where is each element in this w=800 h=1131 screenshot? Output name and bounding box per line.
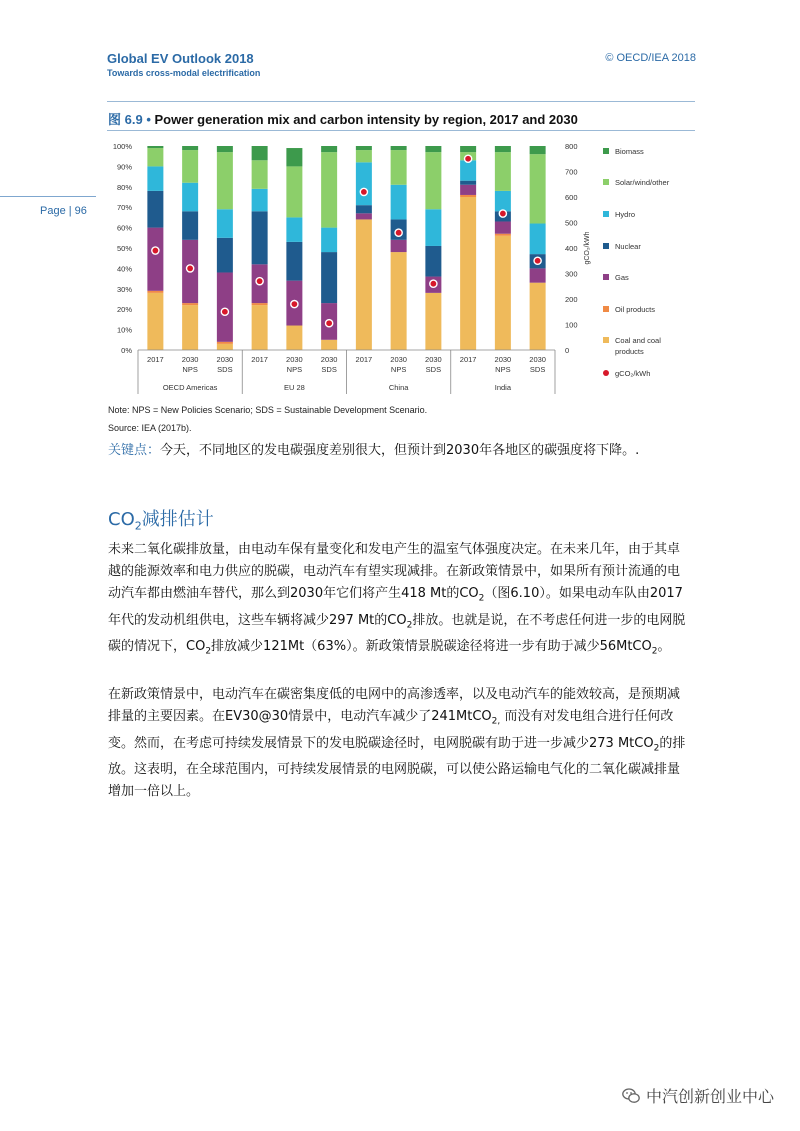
report-subtitle: Towards cross-modal electrification bbox=[107, 68, 261, 78]
bar-segment bbox=[147, 191, 163, 228]
page-margin-rule bbox=[0, 196, 96, 197]
x-tick-label: 2017 bbox=[355, 355, 373, 364]
bar-segment bbox=[530, 283, 546, 350]
x-tick-label: 2030 bbox=[286, 355, 303, 364]
intensity-point bbox=[291, 301, 298, 308]
legend-swatch bbox=[603, 148, 609, 154]
bar-segment bbox=[321, 340, 337, 350]
figure-number: 图 6.9 bbox=[108, 112, 143, 127]
x-tick-label: SDS bbox=[425, 365, 442, 374]
text-run: 在新政策情景中，电动汽车在碳密集度低的电网中的高渗透率，以及电动汽车的能效较高，是预期减排量的主要因素。在EV30@30情景中，电动汽车减少了241MtCO bbox=[108, 687, 681, 724]
bar-segment bbox=[286, 242, 302, 281]
intensity-point bbox=[221, 308, 228, 315]
y-tick-label: 100% bbox=[112, 142, 132, 151]
y-tick-label: 90% bbox=[116, 162, 132, 172]
bar-segment bbox=[460, 181, 476, 185]
legend-marker bbox=[603, 370, 609, 376]
section-heading-part: 减排估计 bbox=[141, 509, 214, 530]
bar-segment bbox=[321, 228, 337, 252]
bar-segment bbox=[460, 160, 476, 180]
bar-segment bbox=[321, 152, 337, 227]
bar-segment bbox=[252, 305, 268, 350]
bar-segment bbox=[460, 195, 476, 197]
figure-note: Note: NPS = New Policies Scenario; SDS = Sustainable Development Scenario. bbox=[108, 405, 428, 415]
bar-segment bbox=[217, 342, 233, 344]
bar-segment bbox=[391, 185, 407, 220]
bar-segment bbox=[217, 209, 233, 238]
bar-segment bbox=[425, 209, 441, 246]
text-run: （图6.10）。如果电动车队由2017年代的发动机组供电，这些车辆将减少297 Mt的CO bbox=[108, 586, 683, 628]
intensity-point bbox=[430, 280, 437, 287]
bar-segment bbox=[391, 150, 407, 185]
legend-label: Coal and coal bbox=[615, 336, 661, 345]
subscript: 2 bbox=[478, 593, 485, 604]
x-tick-label: NPS bbox=[390, 365, 407, 374]
bar-segment bbox=[460, 146, 476, 152]
wechat-icon bbox=[622, 1088, 640, 1104]
bar-segment bbox=[252, 303, 268, 305]
bar-segment bbox=[217, 344, 233, 350]
subscript: 2 bbox=[653, 743, 660, 754]
intensity-point bbox=[395, 229, 402, 236]
x-tick-label: NPS bbox=[286, 365, 303, 374]
bar-segment bbox=[217, 152, 233, 209]
group-label: OECD Americas bbox=[162, 383, 218, 392]
bar-segment bbox=[391, 146, 407, 150]
y2-tick-label: 200 bbox=[565, 295, 578, 304]
group-label: EU 28 bbox=[283, 383, 305, 392]
bar-segment bbox=[460, 197, 476, 350]
bar-segment bbox=[182, 305, 198, 350]
x-tick-label: SDS bbox=[217, 365, 233, 374]
bar-segment bbox=[286, 166, 302, 217]
bar-segment bbox=[356, 150, 372, 162]
x-tick-label: 2030 bbox=[320, 355, 338, 364]
bar-segment bbox=[356, 162, 372, 205]
y2-tick-label: 300 bbox=[565, 269, 578, 279]
subscript: 2 bbox=[205, 646, 212, 657]
paragraph-1 bbox=[108, 539, 688, 663]
chart-container bbox=[100, 136, 700, 400]
bar-segment bbox=[391, 252, 407, 350]
legend-label: Biomass bbox=[615, 147, 644, 156]
bar-segment bbox=[460, 185, 476, 195]
x-tick-label: 2030 bbox=[216, 355, 234, 364]
bar-segment bbox=[182, 303, 198, 305]
legend-swatch bbox=[603, 179, 609, 185]
bar-segment bbox=[252, 189, 268, 211]
bar-segment bbox=[147, 293, 163, 350]
y2-axis-label: gCO₂/kWh bbox=[584, 231, 591, 265]
intensity-point bbox=[499, 210, 506, 217]
legend-label: Gas bbox=[615, 273, 629, 282]
bar-segment bbox=[147, 228, 163, 291]
subscript: 2, bbox=[491, 716, 501, 727]
bar-segment bbox=[495, 152, 511, 191]
bar-segment bbox=[286, 326, 302, 350]
text-run: 未来二氧化碳排放量，由电动车保有量变化和发电产生的温室气体强度决定。在未来几年，由于其卓越的能源效率和电力供应的脱碳，电动汽车有望实现减排。在新政策情景中，如果所有预计流通的电动汽车都由燃油车替代，那么到2030年它们将产生418 Mt的CO bbox=[108, 542, 681, 601]
section-heading bbox=[108, 505, 214, 533]
figure-title bbox=[108, 109, 578, 128]
bar-segment bbox=[321, 252, 337, 303]
y2-tick-label: 0 bbox=[565, 346, 570, 355]
bar-segment bbox=[495, 191, 511, 211]
x-tick-label: 2030 bbox=[494, 355, 512, 364]
y2-tick-label: 500 bbox=[565, 218, 578, 228]
y-tick-label: 30% bbox=[116, 284, 132, 294]
y-tick-label: 0% bbox=[121, 346, 132, 355]
bar-segment bbox=[425, 146, 441, 152]
bar-segment bbox=[425, 152, 441, 209]
x-tick-label: NPS bbox=[495, 365, 511, 374]
key-point bbox=[108, 441, 668, 460]
bar-segment bbox=[147, 291, 163, 293]
intensity-point bbox=[256, 278, 263, 285]
bar-segment bbox=[182, 183, 198, 212]
y2-tick-label: 400 bbox=[565, 244, 578, 253]
y-tick-label: 70% bbox=[116, 203, 132, 213]
intensity-point bbox=[326, 320, 333, 327]
bar-segment bbox=[252, 211, 268, 264]
bar-segment bbox=[356, 146, 372, 150]
text-run: 而没有对发电组合进行任何改变。然而，在考虑可持续发展情景下的发电脱碳途径时，电网脱碳有助于进一步减少273 MtCO bbox=[108, 709, 674, 751]
bar-segment bbox=[530, 268, 546, 282]
legend-label: Oil products bbox=[615, 305, 656, 314]
legend-swatch bbox=[603, 243, 609, 249]
bar-segment bbox=[286, 148, 302, 166]
x-tick-label: 2017 bbox=[147, 355, 164, 364]
intensity-point bbox=[152, 247, 159, 254]
y2-tick-label: 800 bbox=[565, 142, 578, 151]
y-tick-label: 10% bbox=[116, 325, 132, 335]
figure-title-rule bbox=[107, 130, 695, 131]
watermark-text: 中汽创新创业中心 bbox=[645, 1087, 774, 1106]
legend-label: Nuclear bbox=[615, 242, 641, 251]
bar-segment bbox=[425, 293, 441, 350]
legend-swatch bbox=[603, 337, 609, 343]
intensity-point bbox=[465, 155, 472, 162]
bar-segment bbox=[425, 246, 441, 277]
generation-mix-chart bbox=[100, 136, 700, 396]
bar-segment bbox=[217, 238, 233, 273]
bar-segment bbox=[252, 160, 268, 189]
y-tick-label: 20% bbox=[116, 305, 132, 315]
bar-segment bbox=[495, 221, 511, 233]
bar-segment bbox=[495, 236, 511, 350]
bar-segment bbox=[321, 146, 337, 152]
legend-swatch bbox=[603, 274, 609, 280]
text-run: 。 bbox=[657, 639, 671, 655]
bar-segment bbox=[356, 205, 372, 213]
y-tick-label: 60% bbox=[116, 223, 132, 233]
x-tick-label: 2030 bbox=[425, 355, 442, 364]
bar-segment bbox=[356, 213, 372, 219]
bar-segment bbox=[182, 211, 198, 240]
y2-tick-label: 100 bbox=[565, 320, 578, 330]
intensity-point bbox=[187, 265, 194, 272]
bar-segment bbox=[495, 234, 511, 236]
legend-swatch bbox=[603, 211, 609, 217]
legend-label: Hydro bbox=[615, 210, 636, 219]
x-tick-label: 2030 bbox=[390, 355, 407, 364]
bar-segment bbox=[217, 272, 233, 341]
y2-tick-label: 600 bbox=[565, 193, 578, 202]
figure-bullet: • bbox=[146, 112, 151, 127]
bar-segment bbox=[530, 224, 546, 255]
subscript: 2 bbox=[651, 646, 658, 657]
report-title: Global EV Outlook 2018 bbox=[107, 51, 254, 66]
group-label: India bbox=[494, 383, 512, 392]
x-tick-label: 2030 bbox=[529, 355, 546, 364]
paragraph-2 bbox=[108, 684, 688, 803]
y-tick-label: 80% bbox=[116, 182, 132, 192]
x-tick-label: 2030 bbox=[181, 355, 199, 364]
text-run: 排放减少121Mt（63%）。新政策情景脱碳途径将进一步有助于减少56MtCO bbox=[211, 639, 652, 655]
x-tick-label: 2017 bbox=[459, 355, 477, 364]
bar-segment bbox=[391, 240, 407, 252]
x-tick-label: 2017 bbox=[251, 355, 268, 364]
figure-source: Source: IEA (2017b). bbox=[108, 423, 192, 433]
group-label: China bbox=[388, 383, 409, 392]
x-tick-label: SDS bbox=[321, 365, 337, 374]
bar-segment bbox=[356, 219, 372, 350]
legend-label: gCO₂/kWh bbox=[615, 369, 651, 378]
subscript: 2 bbox=[406, 620, 413, 631]
legend-label: products bbox=[615, 347, 644, 356]
x-tick-label: NPS bbox=[182, 365, 198, 374]
y2-tick-label: 700 bbox=[565, 167, 578, 177]
figure-caption: Power generation mix and carbon intensity by region, 2017 and 2030 bbox=[154, 112, 578, 127]
intensity-point bbox=[534, 257, 541, 264]
text-run: 排放。也就是说，在不考虑任何进一步的电网脱碳的情况下，CO bbox=[108, 612, 686, 655]
legend-label: Solar/wind/other bbox=[615, 178, 670, 187]
x-tick-label: SDS bbox=[529, 365, 546, 374]
legend-swatch bbox=[603, 306, 609, 312]
figure-top-rule bbox=[107, 101, 695, 102]
bar-segment bbox=[147, 146, 163, 148]
watermark bbox=[622, 1084, 774, 1107]
bar-segment bbox=[182, 146, 198, 150]
page-number: Page | 96 bbox=[40, 205, 87, 217]
key-point-text: 今天，不同地区的发电碳强度差别很大，但预计到2030年各地区的碳强度将下降。. bbox=[160, 443, 640, 458]
bar-segment bbox=[530, 146, 546, 154]
key-point-label: 关键点： bbox=[108, 443, 161, 458]
bar-segment bbox=[286, 217, 302, 241]
section-heading-subscript: 2 bbox=[134, 519, 142, 533]
section-heading-part: CO bbox=[108, 509, 135, 530]
intensity-point bbox=[360, 188, 367, 195]
y-tick-label: 40% bbox=[116, 264, 132, 274]
copyright-notice: © OECD/IEA 2018 bbox=[605, 52, 696, 64]
bar-segment bbox=[217, 146, 233, 152]
bar-segment bbox=[495, 146, 511, 152]
bar-segment bbox=[252, 146, 268, 160]
bar-segment bbox=[147, 148, 163, 166]
bar-segment bbox=[530, 154, 546, 223]
text-run: 的排放。这表明，在全球范围内，可持续发展情景的电网脱碳，可以使公路运输电气化的二氧化碳减排量增加一倍以上。 bbox=[108, 735, 686, 800]
bar-segment bbox=[147, 166, 163, 190]
bar-segment bbox=[182, 150, 198, 183]
y-tick-label: 50% bbox=[116, 244, 132, 253]
